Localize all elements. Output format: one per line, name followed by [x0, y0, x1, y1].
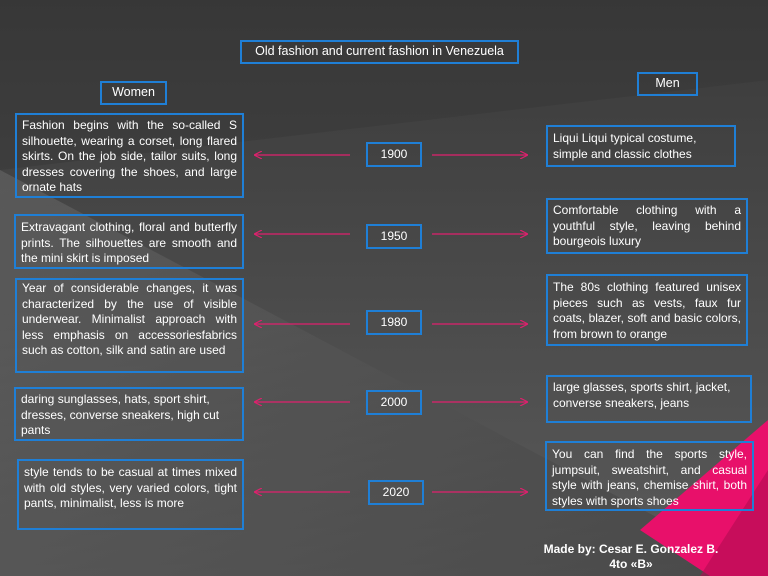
women-header: Women	[100, 81, 167, 105]
diagram-title: Old fashion and current fashion in Venezuela	[240, 40, 519, 64]
year-2020: 2020	[368, 480, 424, 505]
women-2000-box: daring sunglasses, hats, sport shirt, dresses, converse sneakers, high cut pants	[14, 387, 244, 441]
men-2020-box: You can find the sports style, jumpsuit, sweatshirt, and casual style with jeans, chemise shirt, both styles with sports shoes	[545, 441, 754, 511]
year-1900: 1900	[366, 142, 422, 167]
year-2000: 2000	[366, 390, 422, 415]
men-1950-box: Comfortable clothing with a youthful style, leaving behind bourgeois luxury	[546, 198, 748, 254]
men-1980-box: The 80s clothing featured unisex pieces such as vests, faux fur coats, blazer, soft and basic colors, from brown to orange	[546, 274, 748, 346]
men-1900-box: Liqui Liqui typical costume, simple and classic clothes	[546, 125, 736, 167]
men-2000-box: large glasses, sports shirt, jacket, converse sneakers, jeans	[546, 375, 752, 423]
author-credit	[521, 542, 741, 572]
year-1950: 1950	[366, 224, 422, 249]
author-credit-class: 4to «B»	[609, 557, 653, 571]
author-credit-name: Made by: Cesar E. Gonzalez B.	[543, 542, 719, 556]
women-2020-box: style tends to be casual at times mixed with old styles, very varied colors, tight pants, minimalist, less is more	[17, 459, 244, 530]
women-1980-box: Year of considerable changes, it was characterized by the use of visible underwear. Minimalist approach with less emphasis on accessoriesfabrics such as cotton, silk and satin are used	[15, 278, 244, 373]
year-1980: 1980	[366, 310, 422, 335]
women-1900-box: Fashion begins with the so-called S silhouette, wearing a corset, long flared skirts. On the job side, tailor suits, long dresses covering the shoes, and large ornate hats	[15, 113, 244, 198]
women-1950-box: Extravagant clothing, floral and butterfly prints. The silhouettes are smooth and the mini skirt is imposed	[14, 214, 244, 269]
men-header: Men	[637, 72, 698, 96]
